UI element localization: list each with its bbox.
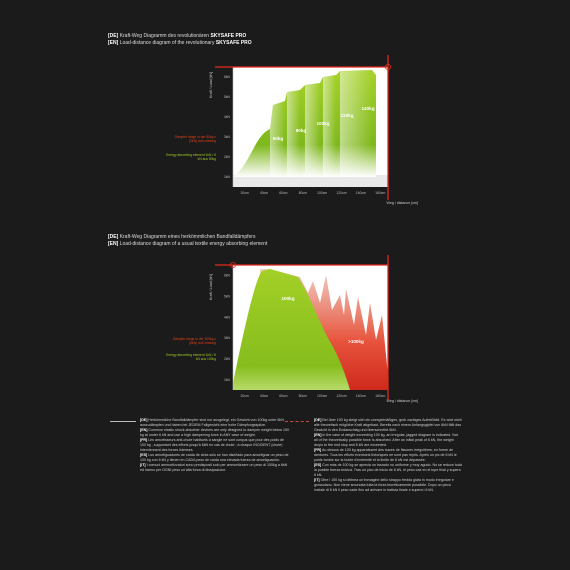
chart1-note-green: Energy absorbing element 1kN / 6 kN aus 50kg: [166, 153, 216, 162]
chart2-label-over100kg: >100kg: [348, 339, 364, 344]
text-right-fr: Au dessus de 100 kg apparaissent des traces de fissures irrégulières, en forme de dentures. Tous les efforts éventuels théoriques ne sont pas repris. Après un pic de 6 kN le poids tombe sur la butée d'extrémité et la limite de 6 kN est dépassée.: [314, 448, 457, 462]
chart1-x-ticks: [240, 191, 385, 195]
chart2-x-tick: 120cm: [336, 394, 347, 398]
lang-tag: [FR]: [140, 438, 148, 442]
chart2-x-title: Weg / distance [cm]: [386, 399, 418, 403]
chart1-y-tick: 4kN: [223, 115, 230, 120]
lang-tag: [ES]: [140, 453, 148, 457]
text-right-it: Oltre i 100 kg si delinea un'immagine dello strappo fredda giata in modo irregolare e grossolano. Non viene smorzata tutta la forza teoreticamente possibile. Dopo un picco iniziale di 6 kN il peso cade fino ad arrivare in battuta finale e supera i 6 kN.: [314, 478, 454, 492]
chart2-note-green: Energy absorbing element 1kN / 6 kN aus 100kg: [166, 353, 216, 362]
chart2-y-title: Kraft / Load [kN]: [209, 274, 213, 300]
chart1-y-tick: 1kN: [223, 175, 230, 180]
chart2-x-tick: 20cm: [240, 394, 249, 398]
chart1-y-tick: 6kN: [223, 75, 230, 80]
chart2-svg: [160, 255, 420, 405]
header1-en-bold: SKYSAFE PRO: [215, 39, 252, 46]
chart2-y-ticks: [224, 274, 231, 382]
chart2-x-tick: 40cm: [259, 394, 269, 398]
lang-tag: [ES]: [314, 463, 322, 467]
lang-tag-de: [DE]: [108, 234, 119, 240]
chart1-y-ticks: [224, 75, 231, 179]
lang-tag: [DE]: [314, 418, 322, 422]
chart1-svg: [160, 55, 420, 210]
text-left-de: Herkömmliche Bandfalldämpfer sind nur ausgelegt, ein Gewicht von 100kg unter 6kN auszudämpfen und haben bei JEDEM Fallgewicht eine hohe Dämpfungsspitze.: [140, 418, 284, 427]
chart1-step-5: [340, 70, 375, 177]
lang-tag-en: [EN]: [108, 240, 119, 247]
chart1-y-tick: 5kN: [223, 95, 230, 100]
legend-line-dashed: [285, 421, 309, 422]
header1-de-bold: SKYSAFE PRO: [210, 33, 247, 39]
chart1-x-title: Weg / distance [cm]: [386, 201, 418, 205]
lang-tag: [DE]: [140, 418, 148, 422]
chart2-note-red: Dämpfer lange in der 100kg x (6kN) auf Leistung: [172, 337, 216, 346]
chart2-y-tick: 1kN: [223, 377, 230, 382]
chart1-x-tick: 80cm: [298, 191, 307, 195]
chart1-x-tick: 40cm: [259, 191, 269, 195]
chart2-label-100kg: 100kg: [281, 296, 295, 301]
chart1-step-2: [287, 90, 300, 177]
chart1-label-100kg: 100kg: [316, 121, 330, 126]
chart1-x-tick: 140cm: [355, 191, 366, 195]
chart2-y-tick: 4kN: [223, 315, 230, 320]
chart1-note-red: Dämpfer lange in der 50kg x (2kN) auf Leistung: [174, 135, 216, 144]
chart2-y-tick: 2kN: [223, 356, 230, 361]
header1-de-text: Kraft-Weg Diagramm des revolutionären: [119, 33, 211, 39]
lang-tag: [EN]: [314, 433, 322, 437]
chart1-step-3: [305, 83, 320, 177]
chart1-x-tick: 100cm: [317, 191, 328, 195]
lang-tag: [IT]: [314, 478, 320, 482]
chart2-y-tick: 3kN: [223, 336, 230, 341]
chart1: [160, 55, 420, 210]
chart2-x-ticks: [240, 394, 385, 398]
text-left-column: [140, 418, 290, 473]
text-right-es: Con más de 100 kg se aprecia un trazado no uniforme y muy agudo. No se reduce toda la posible fuerza teórica. Tras un pico de inicio de 6 kN, el peso cae en el tope final y supera 6 kN.: [314, 463, 462, 477]
chart1-label-50kg: 50kg: [272, 136, 284, 141]
text-left-it: I comuni ammortizzatori sono predisposti solo per ammortizzare un peso di 100kg a 6kN ed hanno per OGNI peso un'alta forza di dissipazione.: [140, 463, 288, 472]
legend-line-solid: [110, 421, 136, 422]
chart1-y-tick: 3kN: [223, 135, 230, 140]
text-right-de: Bei über 100 kg steigt sich ein unregelmäßiges, grob zackiges Aufreißbild. Es wird nicht alle theoretisch mögliche Kraft abgebaut. Bereits nach einem Anfangsgipfel von 6kN fällt das Gewicht in den Endanschlag und überschreitet 6kN.: [314, 418, 462, 432]
chart1-label-120kg: 120kg: [340, 113, 354, 118]
chart1-label-80kg: 80kg: [295, 128, 307, 133]
lang-tag-de: [DE]: [108, 33, 119, 39]
chart2-x-tick: 140cm: [355, 394, 366, 398]
chart2-y-tick: 5kN: [223, 294, 230, 299]
header1-en-text: Load-distance diagram of the revolutionary: [119, 39, 216, 46]
chart2-header: [108, 234, 267, 247]
chart2: [160, 255, 420, 405]
header2-de-text: Kraft-Weg Diagramm eines herkömmlichen Bandfalldämpfers: [119, 234, 256, 240]
chart2-x-tick: 160cm: [375, 394, 386, 398]
chart1-step-4: [323, 75, 336, 177]
chart1-x-tick: 20cm: [240, 191, 249, 195]
text-left-fr: Les amortisseurs anti-chute habituels à sangle ne sont conçus que pour des poids de 100 kg , supportant des efforts jusqu'à 6kN en cas de chute ; à chaque INCIDENT (chute) interviennent des forces intenses.: [140, 438, 285, 452]
chart1-header: [108, 33, 252, 46]
chart1-y-title: Kraft / Load [kN]: [209, 72, 213, 98]
text-left-en: Common elastic shock absorber devices are only designed to dampen weight below 100 kg at under 6 kN and use a high dampening force in ANY case of weight.: [140, 428, 290, 437]
header2-en-text: Load-distance diagram of a usual textile energy absorbing element: [119, 240, 268, 247]
chart2-x-tick: 100cm: [317, 394, 328, 398]
lang-tag: [IT]: [140, 463, 146, 467]
lang-tag: [FR]: [314, 448, 322, 452]
lang-tag-en: [EN]: [108, 39, 119, 46]
chart1-label-140kg: 140kg: [361, 106, 375, 111]
chart2-x-tick: 60cm: [279, 394, 288, 398]
chart2-y-tick: 6kN: [223, 273, 230, 278]
chart1-x-tick: 60cm: [279, 191, 288, 195]
text-right-en: In the case of weight exceeding 100 kg, an irregular, jagged diagram is indicated. Not all of the theoretically possible force is absorbed. After an initial peak of 6 kN, the weight drops to the end stop and 6 kN are exceeded.: [314, 433, 458, 447]
text-left-es: Los amortiguadores de caída de cinta sólo se han diseñado para amortiguar un peso de 100 kg con 6 kN y tienen en CADA peso de caída una elevada fuerza de amortiguación.: [140, 453, 289, 462]
text-right-column: [314, 418, 462, 493]
lang-tag: [EN]: [140, 428, 148, 432]
chart1-x-tick: 120cm: [336, 191, 347, 195]
chart1-x-tick: 160cm: [375, 191, 386, 195]
chart1-y-tick: 2kN: [223, 155, 230, 160]
chart2-x-tick: 80cm: [298, 394, 307, 398]
